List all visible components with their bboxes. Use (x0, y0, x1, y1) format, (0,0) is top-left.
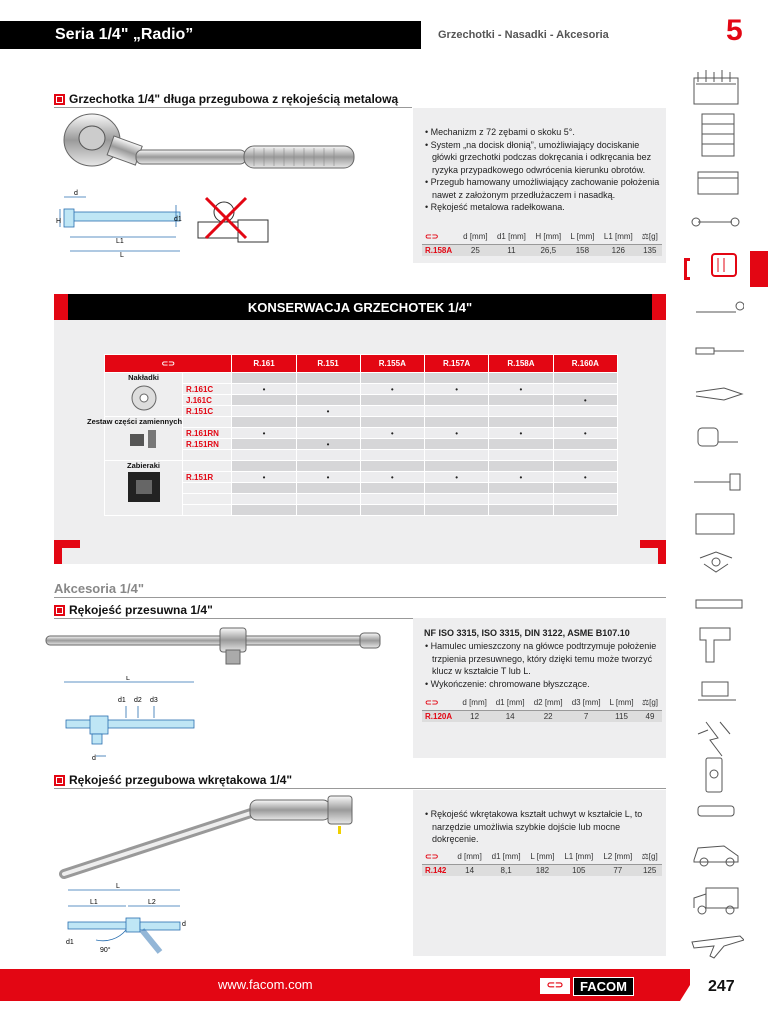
ratchet-features-list (424, 126, 662, 214)
corner-accent (54, 294, 68, 320)
dim-d1-label: d1 (118, 697, 126, 704)
col-header: R.160A (553, 355, 617, 373)
table-row: R.161RN • • • • • (105, 428, 618, 439)
dim-h-label: H (56, 218, 62, 225)
dim-d3-label: d3 (150, 697, 158, 704)
sliding-handle-diagram (56, 676, 206, 762)
maintenance-title: KONSERWACJA GRZECHOTEK 1/4" (54, 294, 666, 320)
car-icon[interactable] (694, 846, 738, 866)
drive-square-icon (126, 470, 162, 504)
vise-icon[interactable] (698, 682, 736, 700)
dim-l-label: L (126, 676, 130, 682)
hinged-handle-features-list (424, 808, 662, 846)
section-title-sliding-handle (54, 603, 213, 617)
feature-item: • Rękojeść metalowa radełkowana. (424, 201, 662, 214)
feature-item: • Hamulec umieszczony na główce podtrzymuje położenie trzpienia przesuwnego, który dzięki temu może tworzyć klucz w kształcie T lub L. (424, 640, 662, 678)
table-row: R.158A 25 11 26,5 158 126 135 (422, 244, 662, 256)
hinged-handle-diagram (56, 882, 196, 962)
category-sidebar (684, 62, 744, 962)
feature-item: • System „na docisk dłonią”, umożliwiający dociskanie główki grzechotki podczas dokręcania i odkręcania bez ryzyka przypadkowego odwrócenia kierunku obrotów. (424, 139, 662, 177)
red-square-icon (54, 605, 65, 616)
dim-d-label: d (182, 921, 186, 928)
dim-angle-label: 90° (100, 947, 111, 954)
col-header: d1 [mm] (492, 230, 531, 244)
fuse-icon[interactable] (698, 806, 734, 816)
hacksaw-icon[interactable] (696, 514, 734, 534)
puller-icon[interactable] (700, 552, 732, 572)
section-title-hinged-handle (54, 773, 292, 787)
tape-measure-icon[interactable] (698, 428, 738, 446)
facom-logo-icon: ⊂⊃ (422, 230, 459, 244)
col-header: d1 [mm] (491, 696, 529, 710)
col-header: ⚖[g] (637, 850, 662, 864)
col-header: ⚖[g] (638, 230, 662, 244)
product-ref: R.158A (425, 245, 453, 255)
hammer-icon[interactable] (694, 474, 740, 490)
table-row: R.151RN • (105, 439, 618, 450)
col-header: R.161 (232, 355, 296, 373)
table-row: R.120A 12 14 22 7 115 49 (422, 710, 662, 722)
col-header: L [mm] (526, 850, 560, 864)
accessories-heading: Akcesoria 1/4" (54, 581, 144, 596)
product-ref: R.120A (425, 711, 453, 721)
section2-title-text: Rękojeść przesuwna 1/4" (69, 603, 213, 617)
col-header: ⚖[g] (638, 696, 662, 710)
col-header: L1 [mm] (559, 850, 598, 864)
col-header: L [mm] (605, 696, 638, 710)
dim-d1-label: d1 (66, 939, 74, 946)
product-ref: R.142 (425, 865, 447, 875)
col-header: R.151 (296, 355, 360, 373)
torque-tool-icon[interactable] (696, 600, 742, 608)
dim-d-label: d (74, 190, 78, 197)
tool-cabinet-icon[interactable] (694, 70, 738, 104)
warning-pictogram-icon (188, 192, 272, 250)
group-nakladki: Nakładki (105, 373, 183, 417)
facom-logo-icon: ⊂⊃ (540, 978, 570, 994)
dim-l2-label: L2 (148, 899, 156, 906)
spare-parts-icon (126, 426, 162, 452)
airplane-icon[interactable] (692, 936, 744, 958)
divider (54, 788, 666, 789)
roller-cabinet-icon[interactable] (702, 114, 734, 156)
ratchet-icon[interactable] (696, 302, 744, 312)
sliding-handle-features-list (424, 640, 662, 690)
feature-item: • Wykończenie: chromowane błyszczące. (424, 678, 662, 691)
section-title-ratchet (54, 92, 398, 106)
corner-accent (652, 294, 666, 320)
feature-item: • Mechanizm z 72 zębami o skoku 5°. (424, 126, 662, 139)
series-title: Seria 1/4" „Radio” (55, 26, 194, 43)
facom-wordmark: FACOM (573, 977, 634, 996)
weight-icon: ⚖ (641, 232, 649, 242)
ratchet-spec-table (422, 230, 662, 256)
weight-icon: ⚖ (641, 698, 650, 708)
hinged-handle-illustration (54, 790, 364, 882)
active-bracket-left (684, 258, 690, 280)
table-row: R.161C • • • • (105, 384, 618, 395)
standards: NF ISO 3315, ISO 3315, DIN 3122, ASME B107.10 (424, 628, 630, 638)
ratchet-dimension-diagram (56, 185, 186, 263)
col-header: d2 [mm] (529, 696, 567, 710)
col-header: d [mm] (453, 850, 487, 864)
table-row: R.142 14 8,1 182 105 77 125 (422, 864, 662, 876)
group-drive: Zabieraki (105, 461, 183, 516)
group-spare-parts: Zestaw części zamiennych (105, 417, 183, 461)
wrench-icon[interactable] (692, 218, 739, 226)
col-header: d [mm] (459, 230, 493, 244)
facom-brand-logo (540, 976, 634, 996)
col-header: L [mm] (566, 230, 599, 244)
col-header: H [mm] (531, 230, 566, 244)
dim-l-label: L (120, 252, 124, 259)
col-header: R.157A (424, 355, 488, 373)
table-row: R.151C • (105, 406, 618, 417)
col-header: d3 [mm] (567, 696, 605, 710)
col-header: R.155A (360, 355, 424, 373)
sliding-handle-illustration (40, 618, 400, 668)
col-header: d [mm] (458, 696, 491, 710)
section3-title-text: Rękojeść przegubowa wkrętakowa 1/4" (69, 773, 293, 787)
dim-l1-label: L1 (90, 899, 98, 906)
toolbox-icon[interactable] (698, 172, 738, 194)
welding-icon[interactable] (698, 722, 730, 756)
page-number: 247 (690, 969, 768, 1005)
table-row: R.151R • • • • • • (105, 472, 618, 483)
facom-logo-icon: ⊂⊃ (422, 696, 458, 710)
impact-wrench-icon[interactable] (700, 628, 730, 662)
col-header: R.158A (489, 355, 553, 373)
category-title: Grzechotki - Nasadki - Akcesoria (438, 29, 609, 41)
col-header: L1 [mm] (599, 230, 638, 244)
dim-d2-label: d2 (134, 697, 142, 704)
facom-logo-icon: ⊂⊃ (105, 355, 232, 373)
dim-d1-label: d1 (174, 216, 182, 223)
screwdriver-icon[interactable] (696, 348, 744, 354)
hinged-handle-spec-table (422, 850, 662, 876)
active-category-marker (750, 251, 768, 287)
socket-icon[interactable] (712, 254, 736, 276)
truck-icon[interactable] (694, 888, 738, 914)
divider (54, 597, 666, 598)
footer-url[interactable]: www.facom.com (218, 977, 313, 992)
table-row: J.161C • (105, 395, 618, 406)
maintenance-table (87, 354, 618, 516)
pliers-icon[interactable] (696, 388, 742, 400)
dim-l1-label: L1 (116, 238, 124, 245)
section1-title-text: Grzechotka 1/4" długa przegubowa z rękojeścią metalową (69, 92, 399, 106)
facom-logo-icon: ⊂⊃ (422, 850, 453, 864)
sliding-handle-spec-table (422, 696, 662, 722)
series-title-bar (0, 21, 421, 49)
col-header: d1 [mm] (487, 850, 526, 864)
chapter-number: 5 (726, 14, 743, 47)
cover-plate-icon (126, 384, 162, 412)
electrical-tester-icon[interactable] (706, 758, 722, 792)
dim-d-label: d (92, 755, 96, 762)
red-square-icon (54, 94, 65, 105)
feature-item: • Rękojeść wkrętakowa kształt uchwyt w kształcie L, to narzędzie umożliwia szybkie dojście lub mocne dokręcenie. (424, 808, 662, 846)
weight-icon: ⚖ (641, 852, 649, 862)
col-header: L2 [mm] (598, 850, 637, 864)
red-square-icon (54, 775, 65, 786)
dim-l-label: L (116, 883, 120, 890)
feature-item: • Przegub hamowany umożliwiający zachowanie położenia nawet z założonym przedłużaczem i nasadką. (424, 176, 662, 201)
